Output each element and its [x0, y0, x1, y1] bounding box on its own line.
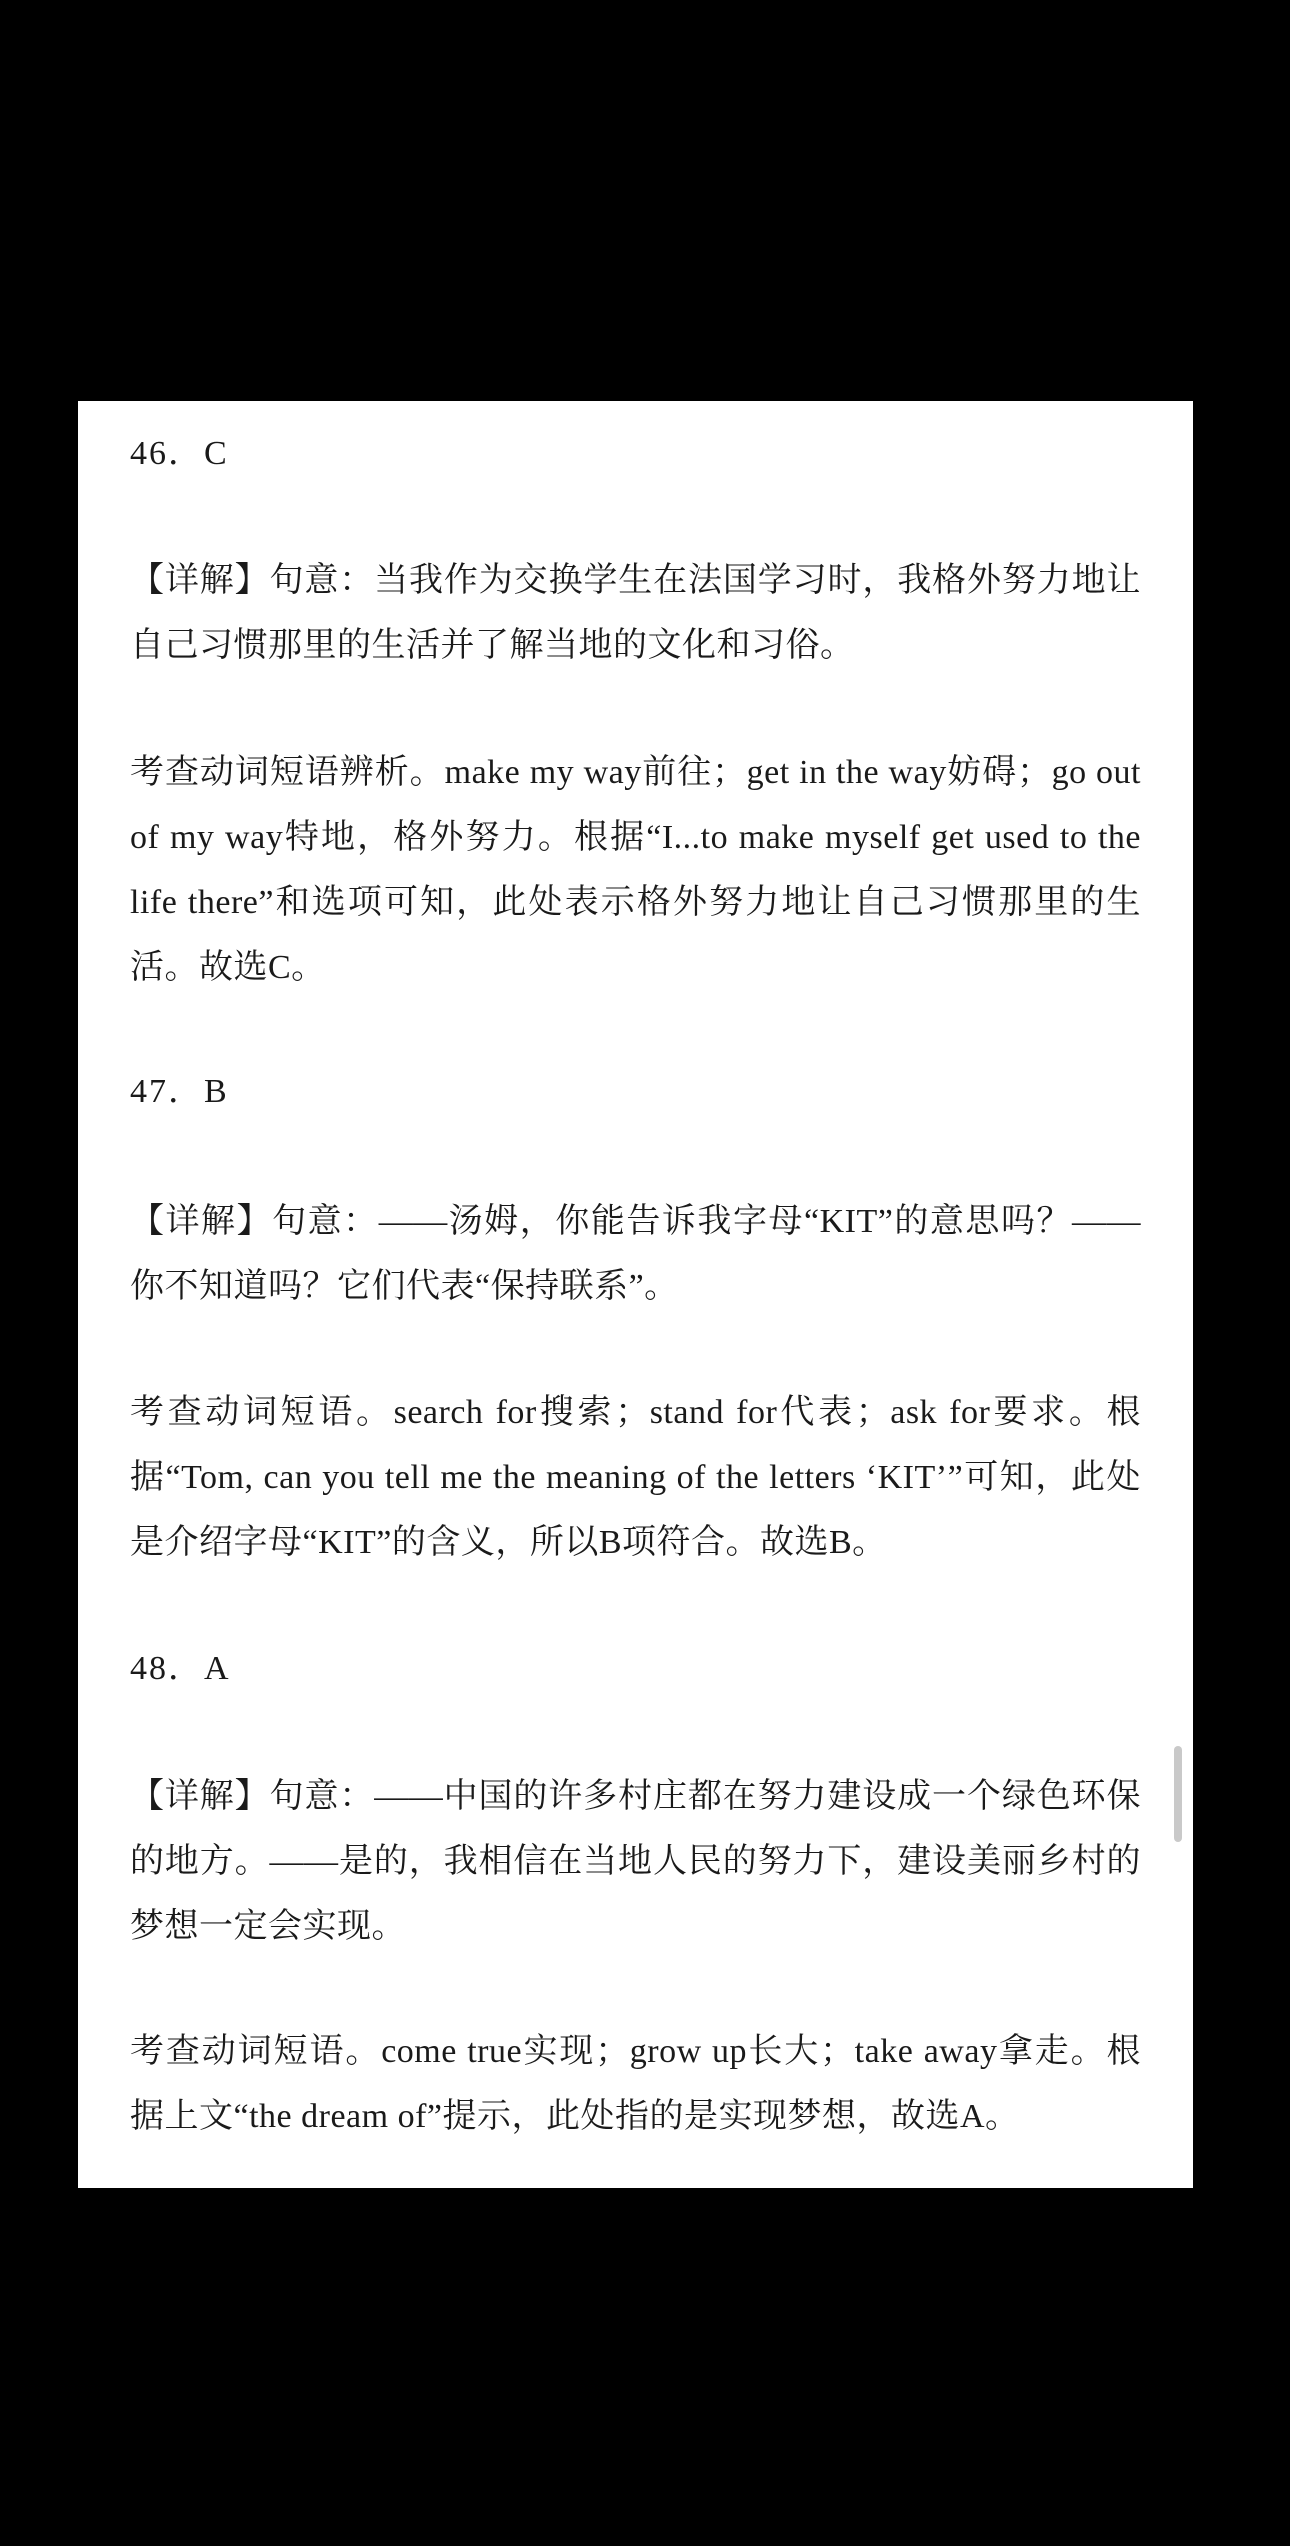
analysis-47: 考查动词短语。search for搜索；stand for代表；ask for要求。根据“Tom, can you tell me the meaning of the letters ‘KIT’”可知，此处是介绍字母“KIT”的含义，所以B项符合。故选B。	[130, 1394, 1141, 1561]
explanation-48: 【详解】句意：——中国的许多村庄都在努力建设成一个绿色环保的地方。——是的，我相信在当地人民的努力下，建设美丽乡村的梦想一定会实现。	[130, 1778, 1141, 1945]
answer-47: 47．B	[130, 1073, 229, 1110]
document-page	[78, 401, 1193, 2188]
explanation-46: 【详解】句意：当我作为交换学生在法国学习时，我格外努力地让自己习惯那里的生活并了解当地的文化和习俗。	[130, 562, 1141, 664]
analysis-48: 考查动词短语。come true实现；grow up长大；take away拿走。根据上文“the dream of”提示，此处指的是实现梦想，故选A。	[130, 2033, 1141, 2135]
answer-46: 46．C	[130, 435, 229, 472]
analysis-46: 考查动词短语辨析。make my way前往；get in the way妨碍；go out of my way特地，格外努力。根据“I...to make myself get used to the life there”和选项可知，此处表示格外努力地让自己习惯那里的生活。故选C。	[130, 754, 1141, 986]
scrollbar[interactable]	[1174, 1746, 1182, 1842]
explanation-47: 【详解】句意：——汤姆，你能告诉我字母“KIT”的意思吗？——你不知道吗？它们代表“保持联系”。	[130, 1203, 1141, 1305]
answer-48: 48．A	[130, 1650, 231, 1687]
